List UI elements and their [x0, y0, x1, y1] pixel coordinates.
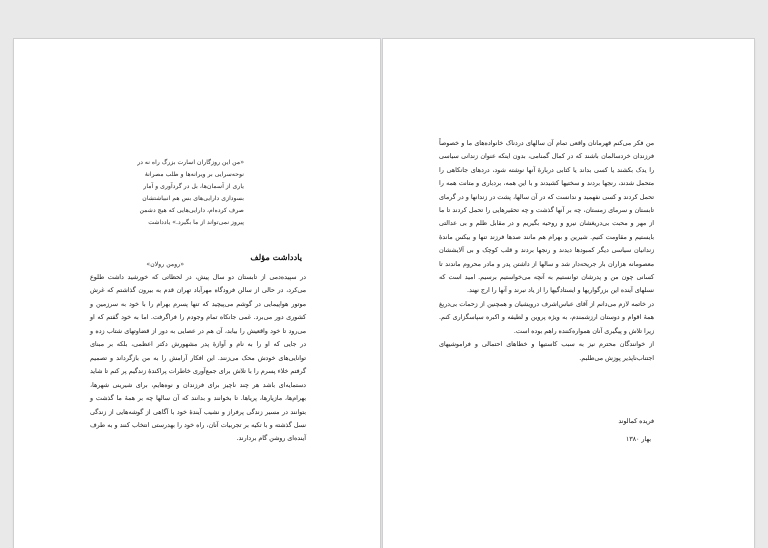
epigraph-line: بسودازی دارایی‌های بس هم انبیاشتشان [142, 195, 244, 203]
epigraph-author: «رومن رولان» [146, 261, 184, 268]
paragraph: از خوانندگان محترم نیز به سبب کاستیها و خطاهای احتمالی و فراموشیهای اجتناب‌ناپذیر پوزش می‌طلبم. [439, 341, 654, 362]
epigraph-line: پیروز نمی‌تواند از ما بگیرد.» یادداشت [148, 219, 244, 227]
epigraph [118, 157, 244, 230]
body-text-right [439, 137, 654, 365]
signature-name: فریده کمالوند [618, 418, 654, 425]
epigraph-line: یاری از آسمان‌ها، بل در گردآوری و آمار [143, 183, 244, 191]
signature-date: بهار ۱۳۸۰ [625, 436, 651, 443]
epigraph-line: صرف کرده‌ام، دارایی‌هایی که هیچ دشمن [139, 207, 244, 215]
epigraph-line: نوحه‌سرایی بر ویرانه‌ها و طلب مصرانهٔ [144, 171, 244, 179]
epigraph-line: «من این روزگاران اسارت بزرگ راه نه در [137, 159, 244, 166]
paragraph: در خاتمه لازم می‌دانم از آقای عباس‌اشرف درویشیان و همچنین از زحمات بی‌دریغ همهٔ اقوام و دوستان ارزشمندم، به ویژه پروین و لطیفه و اکبره سپاسگزاری کنم. زیرا تلاش و پیگیری آنان همواره‌کننده راهم بوده است. [439, 300, 654, 335]
section-heading: یادداشت مؤلف [250, 252, 302, 262]
document-page-right [383, 39, 754, 548]
body-text-left: در سپیده‌دمی از تابستان دو سال پیش، در لحظاتی که خورشید داشت طلوع می‌کرد، در حالی از سالن فرودگاه مهرآباد تهران قدم به بیرون گذاشتم که غرش موتور هواپیمایی در گوشم می‌پیچید که تنها پسرم بهرام را با خود به سرزمین و کشوری دور می‌برد. غمی جانکاه تمام وجودم را فراگرفت. اما به خود گفتم که او می‌رود تا خود واقعیش را بیابد، آن هم در عصایی به دور از قضاوتهای شتاب زده و در جایی که او را به نام و آوازهٔ پدر مشهورش دکتر اعظمی، بلکه بر مبنای توانایی‌های خودش محک می‌زنند. این افکار آرامش را به من بازگرداند و تصمیم گرفتم خلاء پسرم را با تلاش برای جمع‌آوری خاطرات پراکندهٔ زندگیم پر کنم تا شاید دستمایه‌ای باشد هر چند ناچیز برای فرزندان و نوه‌هایم، برای شیرینی شهرها، بهرام‌ها، مازیارها، پریاها. تا بخوانند و بدانند که آن سالها چه بر همهٔ ما گذشت و بتوانند در مسیر زندگی پرفراز و نشیب آیندهٔ خود با آگاهی از گوشه‌هایی از زندگی نسل گذشته و با تکیه بر تجربیات آنان، راه خود را بهدرستی انتخاب کنند و به طرف آینده‌ای روشن گام بردارند. [90, 274, 306, 443]
document-page-left [14, 39, 380, 548]
paragraph: من فکر می‌کنم قهرمانان واقعی تمام آن سالهای دردناک خانواده‌های ما و خصوصاً فرزندان خردسالمان باشند که در کمال گمنامی، بدون اینکه عنوان زندانی سیاسی را یدک بکشند یا کسی بداند یا کتابی دربارهٔ آنها نوشته شود، دردهای جانکاهی را متحمل شدند، رنجها بردند و سختیها کشیدند و با این همه، بردباری و متانت همه را تحمل کردند و کسی نفهمید و ندانست که در آن سالها، پشت در زندانها و در گرمای تابستان و سرمای زمستان، چه بر آنها گذشت و چه تحقیرهایی را تحمل کردند تا ما از مهر و محبت بی‌دریغشان نیرو و روحیه بگیریم و در مقابل ظلم و بی عدالتی بایستیم و مقاومت کنیم. شیرین و بهرام هم مانند صدها فرزند تنها و بیکس ماندهٔ زندانیان سیاسی دیگر کمبودها دیدند و رنجها بردند و قلب کوچک و بی آلایششان معصومانه هزاران بار جریحه‌دار شد و سالها از داشتن پدر و مادر محروم ماندند تا کسانی چون من و پدرشان توانستیم به آنچه می‌خواستیم برسیم. امید است که نسلهای آینده این بزرگواریها و ایستادگیها را از یاد نبرند و آنها را ارج نهند. [439, 140, 654, 295]
